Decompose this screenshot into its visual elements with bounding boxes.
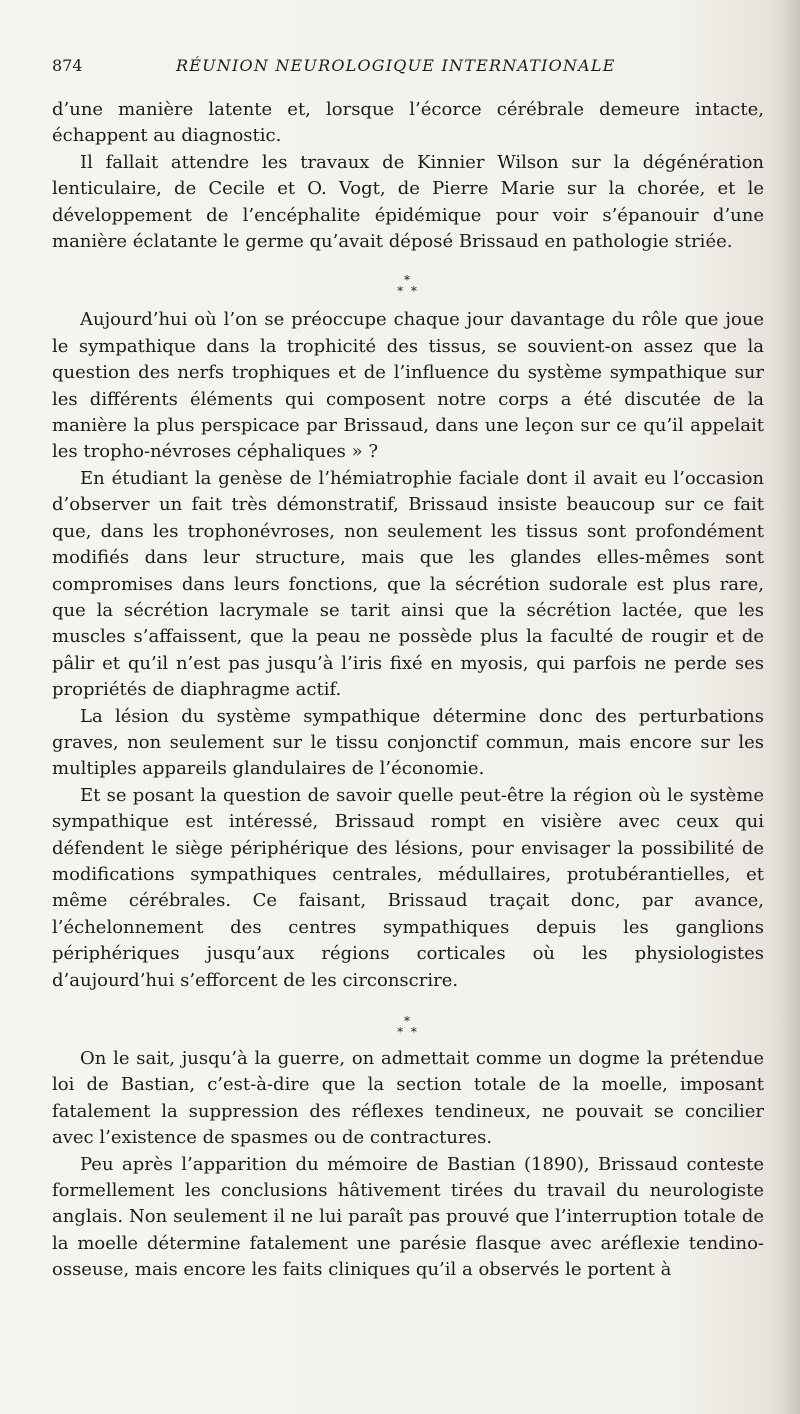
separator-stars-bottom: * * bbox=[397, 284, 419, 299]
running-title: RÉUNION NEUROLOGIQUE INTERNATIONALE bbox=[176, 56, 616, 75]
paragraph: La lésion du système sympathique détermine donc des perturbations graves, non seulement sur le tissu conjonctif commun, mais encore sur les multiples appareils glandulaires de l’économie. bbox=[52, 705, 764, 780]
separator-star-top: * bbox=[404, 273, 412, 288]
paragraph: En étudiant la genèse de l’hémiatrophie faciale dont il avait eu l’occasion d’observer un fait très démonstratif, Brissaud insiste beaucoup sur ce fait que, dans les trophonévroses, non seulement les tissus sont profondément modifiés dans leur structure, mais que les glandes elles-mêmes sont compromises dans leurs fonctions, que la sécrétion sudorale est plus rare, que la sécrétion lacrymale se tarit ainsi que la sécrétion lactée, que les muscles s’affaissent, que la peau ne possède plus la faculté de rougir et de pâlir et qu’il n’est pas jusqu’à l’iris fixé en myosis, qui parfois ne perde ses propriétés de diaphragme actif. bbox=[52, 467, 764, 701]
paragraph: On le sait, jusqu’à la guerre, on admettait comme un dogme la prétendue loi de Bastian, c’est-à-dire que la section totale de la moelle, imposant fatalement la suppression des réflexes tendineux, ne pouvait se concilier avec l’existence de spasmes ou de contractures. bbox=[52, 1048, 764, 1149]
paragraph: Peu après l’apparition du mémoire de Bastian (1890), Brissaud conteste formellement les conclusions hâtivement tirées du travail du neurologiste anglais. Non seulement il ne lui paraît pas prouvé que l’interruption totale de la moelle détermine fatalement une parésie flasque avec aréflexie tendino-osseuse, mais encore les faits cliniques qu’il a observés le portent à bbox=[52, 1153, 764, 1281]
separator-star-top: * bbox=[404, 1014, 412, 1028]
paragraph: Et se posant la question de savoir quelle peut-être la région où le système sympathique est intéressé, Brissaud rompt en visière avec ceux qui défendent le siège périphérique des lésions, pour envisager la possibilité de modifications sympathiques centrales, médullaires, protubérantielles, et même cérébrales. Ce faisant, Brissaud traçait donc, par avance, l’échelonnement des centres sympathiques depuis les ganglions périphériques jusqu’aux régions corticales où les physiologistes d’aujourd’hui s’efforcent de les circonscrire. bbox=[52, 784, 764, 991]
paragraph: Aujourd’hui où l’on se préoccupe chaque jour davantage du rôle que joue le sympathique dans la trophicité des tissus, se souvient-on assez que la question des nerfs trophiques et de l’influence du système sympathique sur les différents éléments qui composent notre corps a été discutée de la manière la plus perspicace par Brissaud, dans une leçon sur ce qu’il appelait les tropho-névroses céphaliques » ? bbox=[52, 309, 764, 463]
paragraph: Il fallait attendre les travaux de Kinnier Wilson sur la dégénération lenticulaire, de Cecile et O. Vogt, de Pierre Marie sur la chorée, et le développement de l’encéphalite épidémique pour voir s’épanouir d’une manière éclatante le germe qu’avait déposé Brissaud en pathologie striée. bbox=[52, 151, 764, 253]
separator-stars-bottom: * * bbox=[397, 1025, 419, 1039]
body-text bbox=[52, 97, 764, 1284]
section-separator bbox=[52, 994, 764, 1046]
page-header bbox=[52, 56, 752, 82]
page-edge-shadow bbox=[778, 0, 800, 1414]
page-number: 874 bbox=[52, 56, 83, 75]
paragraph: d’une manière latente et, lorsque l’écorce cérébrale demeure intacte, échappent au diagnostic. bbox=[52, 99, 764, 147]
section-separator bbox=[52, 255, 764, 307]
